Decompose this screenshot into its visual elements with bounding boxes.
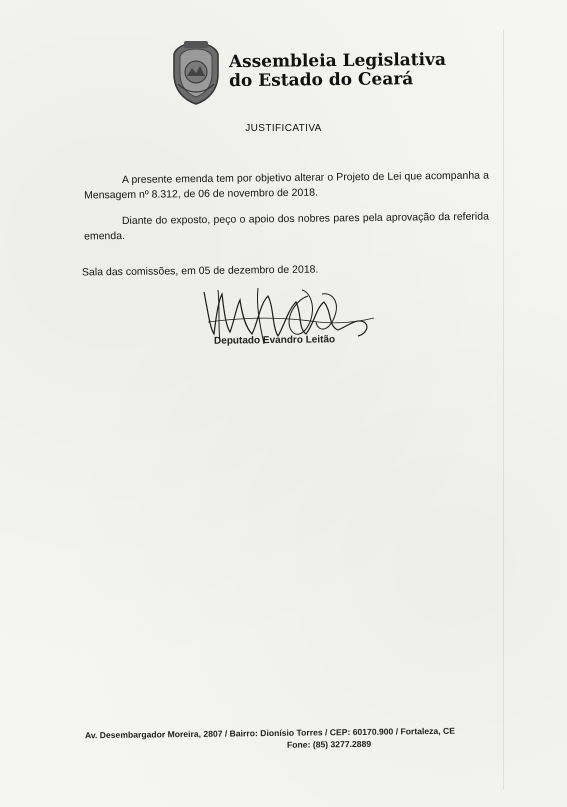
paragraph-2 bbox=[84, 210, 489, 245]
scan-edge-line bbox=[503, 30, 504, 790]
paragraph-1 bbox=[84, 169, 489, 204]
footer-address: Av. Desembargador Moreira, 2807 / Bairro: Dionísio Torres / CEP: 60170.900 / Fortaleza, CE bbox=[84, 725, 455, 741]
state-seal-icon bbox=[170, 40, 222, 106]
handwritten-signature bbox=[198, 282, 378, 362]
org-name-line2: do Estado do Ceará bbox=[228, 69, 414, 92]
paragraph-1-text: A presente emenda tem por objetivo alterar o Projeto de Lei que acompanha a Mensagem nº 8.312, de 06 de novembro de 2018. bbox=[84, 169, 489, 202]
footer-phone: Fone: (85) 3277.2889 bbox=[286, 738, 372, 750]
place-date: Sala das comissões, em 05 de dezembro de 2018. bbox=[81, 263, 319, 279]
paragraph-2-text: Diante do exposto, peço o apoio dos nobres pares pela aprovação da referida emenda. bbox=[84, 210, 489, 243]
organization-name bbox=[229, 51, 446, 91]
footer bbox=[60, 724, 480, 753]
org-name-line1: Assembleia Legislativa bbox=[228, 49, 447, 73]
document-heading: JUSTIFICATIVA bbox=[245, 123, 322, 134]
signer-name: Deputado Evandro Leitão bbox=[213, 334, 336, 347]
